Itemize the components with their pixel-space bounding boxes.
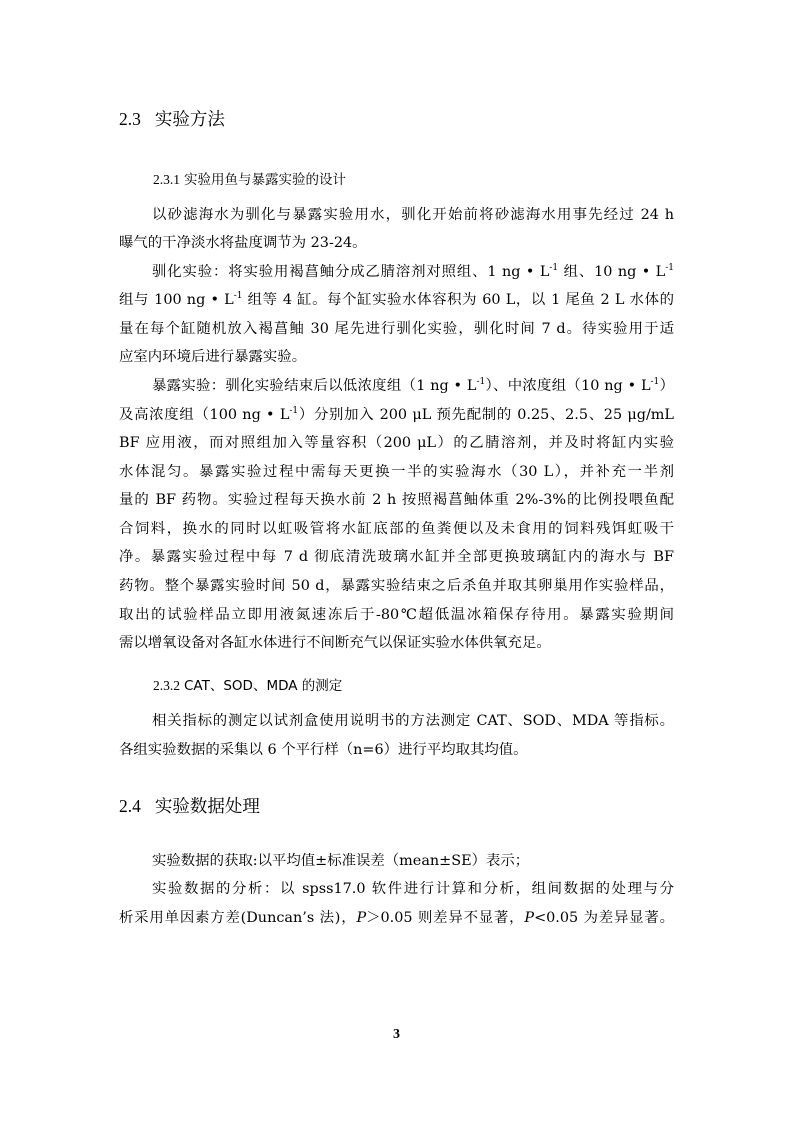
paragraph-line: 实验数据的获取:以平均值±标准误差（mean±SE）表示； — [152, 853, 530, 869]
paragraph-line: 合饲料，换水的同时以虹吸管将水缸底部的鱼粪便以及未食用的饲料残饵虹吸干 — [119, 521, 674, 537]
paragraph-line: 水体混匀。暴露实验过程中需每天更换一半的实验海水（30 L），并补充一半剂 — [119, 464, 674, 480]
paragraph-line: 取出的试验样品立即用液氮速冻后于-80℃超低温冰箱保存待用。暴露实验期间 — [119, 607, 674, 623]
paragraph-line: 各组实验数据的采集以 6 个平行样（n=6）进行平均取其均值。 — [119, 742, 528, 758]
paragraph-line: 及高浓度组（100 ng • $L^{-1}$）分别加入 200 μL 预先配制的 0.25、2.5、25 μg/mL — [119, 406, 674, 423]
paragraph-line: 应室内环境后进行暴露实验。 — [119, 349, 307, 365]
subsection-title: 实验用鱼与暴露实验的设计 — [184, 172, 346, 188]
section-title: 实验数据处理 — [154, 797, 260, 817]
page-number: 3 — [393, 1027, 400, 1042]
paragraph-line: 相关指标的测定以试剂盒使用说明书的方法测定 CAT、SOD、MDA 等指标。 — [152, 713, 674, 729]
paragraph-line: 需以增氧设备对各缸水体进行不间断充气以保证实验水体供氧充足。 — [119, 635, 551, 651]
section-number: 2.3 — [119, 109, 141, 129]
section-number: 2.4 — [119, 796, 141, 816]
subsection-number: 2.3.1 — [153, 172, 180, 187]
subsection-number: 2.3.2 — [153, 678, 180, 693]
subsection-title: CAT、SOD、MDA 的测定 — [184, 678, 343, 694]
paragraph-line: 净。暴露实验过程中每 7 d 彻底清洗玻璃水缸并全部更换玻璃缸内的海水与 BF — [119, 549, 674, 565]
section-heading-2-4 — [119, 793, 260, 818]
paragraph-line: 暴露实验：驯化实验结束后以低浓度组（1 ng • $L^{-1}$）、中浓度组（10 ng • $L^{-1}$） — [152, 377, 674, 394]
paragraph-line: 曝气的干净淡水将盐度调节为 23-24。 — [119, 235, 367, 251]
paragraph-line: 实验数据的分析：以 spss17.0 软件进行计算和分析，组间数据的处理与分 — [152, 881, 674, 897]
subsection-heading-2-3-1 — [153, 168, 346, 188]
paragraph-line: BF 应用液，而对照组加入等量容积（200 μL）的乙腈溶剂，并及时将缸内实验 — [119, 435, 674, 451]
paragraph-line: 驯化实验：将实验用褐菖鲉分成乙腈溶剂对照组、1 ng • $L^{-1}$ 组、10 ng • $L^{-1}$ — [152, 263, 675, 280]
paragraph-line: 析采用单因素方差(Duncan’s 法)，P＞0.05 则差异不显著，P<0.05 为差异显著。 — [119, 910, 674, 926]
paragraph-line: 以砂滤海水为驯化与暴露实验用水，驯化开始前将砂滤海水用事先经过 24 h — [152, 207, 674, 223]
section-heading-2-3 — [119, 106, 225, 131]
section-title: 实验方法 — [154, 110, 225, 130]
paragraph-line: 量在每个缸随机放入褐菖鲉 30 尾先进行驯化实验，驯化时间 7 d。待实验用于适 — [119, 321, 674, 337]
paragraph-line: 组与 100 ng • $L^{-1}$ 组等 4 缸。每个缸实验水体容积为 60 L，以 1 尾鱼 2 L 水体的 — [119, 291, 675, 308]
subsection-heading-2-3-2 — [153, 674, 342, 694]
paragraph-line: 量的 BF 药物。实验过程每天换水前 2 h 按照褐菖鲉体重 2%-3%的比例投喂鱼配 — [119, 492, 674, 508]
paragraph-line: 药物。整个暴露实验时间 50 d，暴露实验结束之后杀鱼并取其卵巢用作实验样品， — [119, 578, 674, 594]
